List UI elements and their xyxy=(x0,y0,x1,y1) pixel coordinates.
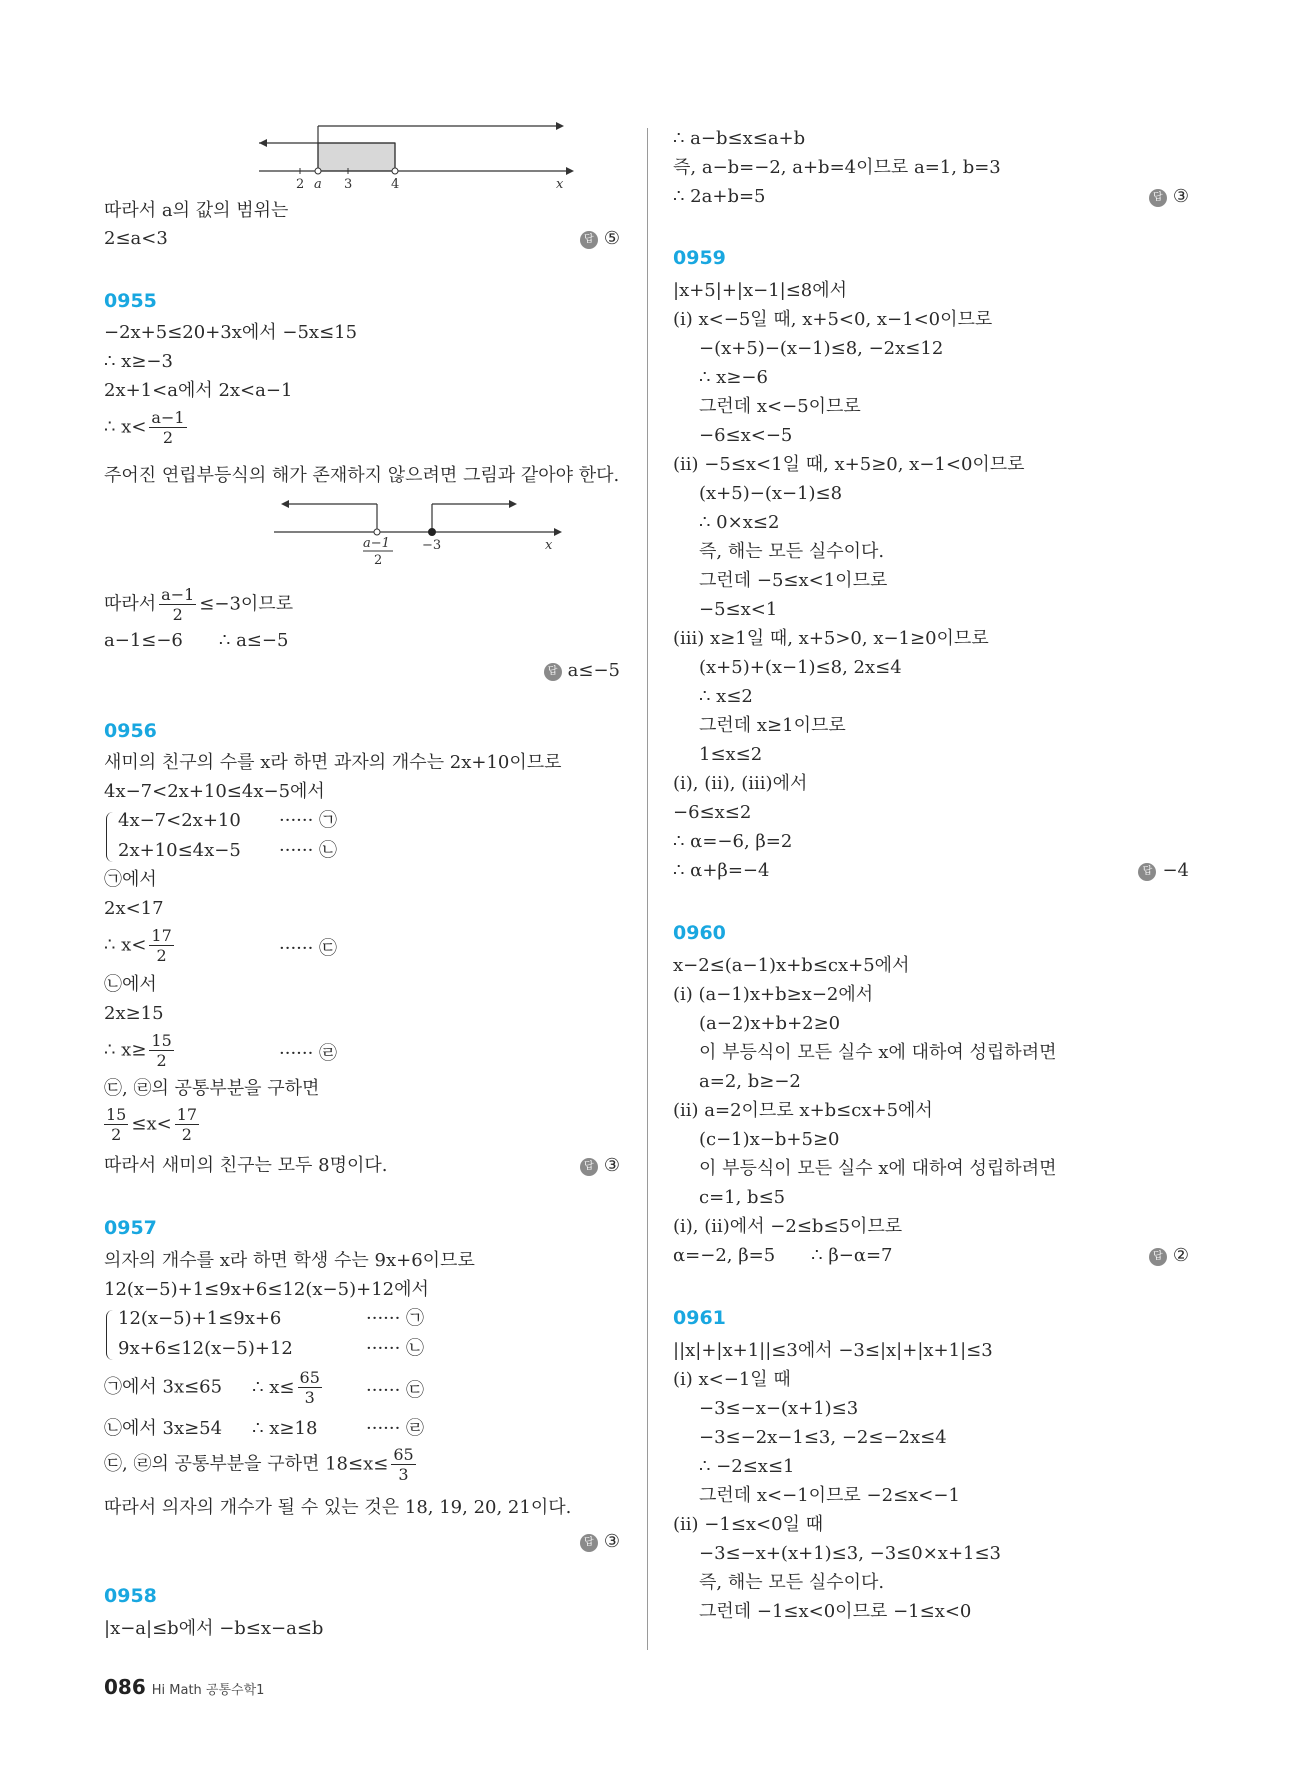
number-line-figure-2 xyxy=(269,497,569,569)
text-line: ㉢, ㉣의 공통부분을 구하면 xyxy=(104,1078,320,1099)
tick-label: 2 xyxy=(374,553,383,568)
text-line: 즉, 해는 모든 실수이다. xyxy=(699,1572,885,1593)
text-line: 새미의 친구의 수를 x라 하면 과자의 개수는 2x+10이므로 xyxy=(104,752,562,773)
tick-label: 4 xyxy=(391,177,400,190)
text-line: 주어진 연립부등식의 해가 존재하지 않으려면 그림과 같아야 한다. xyxy=(104,465,620,486)
answer-value: a≤−5 xyxy=(567,660,620,681)
text-span: ∴ β−α=7 xyxy=(811,1245,893,1266)
answer xyxy=(580,1155,620,1177)
text-span: ∴ x< xyxy=(104,416,147,438)
text-line: 즉, 해는 모든 실수이다. xyxy=(699,541,885,562)
marker: ······ ㉠ xyxy=(279,810,338,831)
system-line: 2x+10≤4x−5 xyxy=(118,840,241,861)
text-line: ∴ a−b≤x≤a+b xyxy=(673,128,806,149)
tick-label: a−1 xyxy=(363,536,390,551)
marker: ······ ㉡ xyxy=(366,1338,425,1359)
text-span: ∴ x≤ xyxy=(252,1376,295,1398)
text-line: 12(x−5)+1≤9x+6≤12(x−5)+12에서 xyxy=(104,1279,429,1300)
text-span: ∴ x≥ xyxy=(104,1039,147,1061)
text-line xyxy=(104,1368,325,1407)
text-line: 의자의 개수를 x라 하면 학생 수는 9x+6이므로 xyxy=(104,1250,475,1271)
text-line xyxy=(104,585,293,624)
text-line: (x+5)+(x−1)≤8, 2x≤4 xyxy=(699,657,902,678)
fraction-den: 3 xyxy=(398,1465,409,1484)
fraction xyxy=(159,585,196,624)
problem-number: 0956 xyxy=(104,720,157,742)
fraction-num: 17 xyxy=(151,926,172,945)
text-span: a−1≤−6 xyxy=(104,630,183,651)
text-line: ∴ 0×x≤2 xyxy=(699,512,780,533)
text-line: ∴ x≥−6 xyxy=(699,367,768,388)
answer-badge: 답 xyxy=(580,1158,598,1176)
fraction-den: 2 xyxy=(111,1125,122,1144)
text-line: ㉠에서 xyxy=(104,869,157,890)
marker: ······ ㉣ xyxy=(279,1043,338,1064)
answer-value: ⑤ xyxy=(603,228,620,249)
text-line: 이 부등식이 모든 실수 x에 대하여 성립하려면 xyxy=(699,1158,1057,1179)
fraction xyxy=(104,1105,128,1144)
answer xyxy=(1149,1245,1189,1267)
text-line: ∴ x≥−3 xyxy=(104,351,173,372)
text-line: 따라서 a의 값의 범위는 xyxy=(104,200,289,221)
text-span: ㉠에서 3x≤65 xyxy=(104,1376,223,1398)
text-line: (a−2)x+b+2≥0 xyxy=(699,1013,841,1034)
tick-label: x xyxy=(556,177,564,190)
column-divider xyxy=(647,128,648,1650)
problem-number: 0961 xyxy=(673,1307,726,1329)
text-line: ㉡에서 xyxy=(104,974,157,995)
text-line: (ⅰ), (ⅱ), (ⅲ)에서 xyxy=(673,773,808,794)
fraction-den: 2 xyxy=(181,1125,192,1144)
marker: ······ ㉡ xyxy=(279,840,338,861)
text-line xyxy=(673,1245,893,1267)
fraction-num: a−1 xyxy=(161,585,195,604)
answer-value: ② xyxy=(1172,1245,1189,1266)
text-span: ∴ a≤−5 xyxy=(218,630,289,651)
problem-number: 0957 xyxy=(104,1217,157,1239)
text-line: ∴ −2≤x≤1 xyxy=(699,1456,795,1477)
text-line: 따라서 새미의 친구는 모두 8명이다. xyxy=(104,1155,388,1176)
fraction-num: 15 xyxy=(106,1105,127,1124)
text-line: 2x<17 xyxy=(104,898,164,919)
text-span: α=−2, β=5 xyxy=(673,1245,776,1266)
fraction xyxy=(149,926,173,965)
problem-number: 0960 xyxy=(673,922,726,944)
answer-badge: 답 xyxy=(1138,863,1156,881)
tick-label: x xyxy=(545,538,553,553)
text-line: −3≤−x−(x+1)≤3 xyxy=(699,1398,859,1419)
problem-number: 0955 xyxy=(104,290,157,312)
text-span: ∴ x< xyxy=(104,934,147,956)
text-line: (ⅱ) a=2이므로 x+b≤cx+5에서 xyxy=(673,1100,933,1121)
text-line: 그런데 x<−1이므로 −2≤x<−1 xyxy=(699,1485,960,1506)
text-line: ||x|+|x+1||≤3에서 −3≤|x|+|x+1|≤3 xyxy=(673,1340,993,1361)
system-brace xyxy=(106,1310,113,1360)
problem-number: 0958 xyxy=(104,1585,157,1607)
text-line: −6≤x≤2 xyxy=(673,802,752,823)
fraction-den: 3 xyxy=(304,1388,315,1407)
text-line: −2x+5≤20+3x에서 −5x≤15 xyxy=(104,322,358,343)
text-line: ∴ 2a+b=5 xyxy=(673,186,766,207)
answer-value: ③ xyxy=(1172,186,1189,207)
text-line: 2x+1<a에서 2x<a−1 xyxy=(104,380,293,401)
text-line: (ⅰ), (ⅱ)에서 −2≤b≤5이므로 xyxy=(673,1216,903,1237)
system-line: 4x−7<2x+10 xyxy=(118,810,241,831)
text-line: −3≤−2x−1≤3, −2≤−2x≤4 xyxy=(699,1427,947,1448)
tick-label: a xyxy=(314,177,322,190)
text-line: −6≤x<−5 xyxy=(699,425,793,446)
text-line xyxy=(104,408,190,447)
fraction-num: 65 xyxy=(393,1445,414,1464)
page-number: 086 xyxy=(104,1675,146,1699)
fraction xyxy=(149,1031,173,1070)
system-line: 9x+6≤12(x−5)+12 xyxy=(118,1338,293,1359)
fraction-num: 17 xyxy=(176,1105,198,1124)
text-line: (ⅲ) x≥1일 때, x+5>0, x−1≥0이므로 xyxy=(673,628,989,649)
text-line: 그런데 x<−5이므로 xyxy=(699,396,861,417)
answer-badge: 답 xyxy=(1149,1248,1167,1266)
text-line xyxy=(104,630,288,652)
answer-value: ③ xyxy=(603,1155,620,1176)
fraction xyxy=(298,1368,322,1407)
text-span: ∴ x≥18 xyxy=(252,1418,318,1439)
answer xyxy=(1138,860,1189,882)
text-line: (c−1)x−b+5≥0 xyxy=(699,1129,840,1150)
fraction-den: 2 xyxy=(156,946,167,965)
text-line: 그런데 −1≤x<0이므로 −1≤x<0 xyxy=(699,1601,972,1622)
text-line: 4x−7<2x+10≤4x−5에서 xyxy=(104,781,325,802)
text-line: (ⅱ) −1≤x<0일 때 xyxy=(673,1514,824,1535)
text-line xyxy=(104,1418,317,1440)
text-line: (ⅰ) x<−1일 때 xyxy=(673,1369,791,1390)
text-line: 그런데 x≥1이므로 xyxy=(699,715,846,736)
answer-value: −4 xyxy=(1162,860,1189,881)
text-line xyxy=(104,926,177,965)
text-line: a=2, b≥−2 xyxy=(699,1071,801,1092)
text-line: −5≤x<1 xyxy=(699,599,778,620)
answer-badge: 답 xyxy=(580,231,598,249)
book-title: Hi Math 공통수학1 xyxy=(151,1683,265,1698)
text-line: −3≤−x+(x+1)≤3, −3≤0×x+1≤3 xyxy=(699,1543,1002,1564)
text-line xyxy=(104,1031,177,1070)
fraction-num: 15 xyxy=(151,1031,172,1050)
problem-number: 0959 xyxy=(673,247,726,269)
fraction xyxy=(391,1445,415,1484)
fraction-num: a−1 xyxy=(151,408,185,427)
marker: ······ ㉢ xyxy=(366,1380,425,1401)
system-line: 12(x−5)+1≤9x+6 xyxy=(118,1308,282,1329)
tick-label: 3 xyxy=(344,177,353,190)
tick-label: 2 xyxy=(296,177,305,190)
marker: ······ ㉢ xyxy=(279,938,338,959)
text-span: ≤−3이므로 xyxy=(199,593,294,615)
answer xyxy=(1149,186,1189,208)
text-span: ㉡에서 3x≥54 xyxy=(104,1418,223,1439)
text-line: 그런데 −5≤x<1이므로 xyxy=(699,570,888,591)
text-line: 따라서 의자의 개수가 될 수 있는 것은 18, 19, 20, 21이다. xyxy=(104,1497,572,1518)
answer-value: ③ xyxy=(603,1531,620,1552)
marker: ······ ㉠ xyxy=(366,1308,425,1329)
text-line: 1≤x≤2 xyxy=(699,744,763,765)
text-line: (x+5)−(x−1)≤8 xyxy=(699,483,843,504)
answer xyxy=(580,228,620,250)
text-line: 2x≥15 xyxy=(104,1003,164,1024)
fraction-num: 65 xyxy=(299,1368,320,1387)
text-line: 2≤a<3 xyxy=(104,228,168,249)
text-line: ∴ α+β=−4 xyxy=(673,860,770,881)
marker: ······ ㉣ xyxy=(366,1418,425,1439)
text-line: |x+5|+|x−1|≤8에서 xyxy=(673,280,848,301)
system-brace xyxy=(106,812,113,862)
text-line: c=1, b≤5 xyxy=(699,1187,786,1208)
text-line: (ⅰ) x<−5일 때, x+5<0, x−1<0이므로 xyxy=(673,309,993,330)
text-line: ∴ x≤2 xyxy=(699,686,753,707)
text-line: 즉, a−b=−2, a+b=4이므로 a=1, b=3 xyxy=(673,157,1001,178)
answer xyxy=(580,1531,620,1553)
text-line xyxy=(104,1445,419,1484)
text-line: 이 부등식이 모든 실수 x에 대하여 성립하려면 xyxy=(699,1042,1057,1063)
number-line-figure-1 xyxy=(254,118,574,190)
text-line: (ⅱ) −5≤x<1일 때, x+5≥0, x−1<0이므로 xyxy=(673,454,1025,475)
shaded-region xyxy=(318,143,395,171)
text-span: 따라서 xyxy=(104,593,157,615)
text-line: |x−a|≤b에서 −b≤x−a≤b xyxy=(104,1618,324,1639)
text-line: (ⅰ) (a−1)x+b≥x−2에서 xyxy=(673,984,874,1005)
answer xyxy=(544,660,620,682)
text-line: ∴ α=−6, β=2 xyxy=(673,831,793,852)
text-line: −(x+5)−(x−1)≤8, −2x≤12 xyxy=(699,338,944,359)
fraction-den: 2 xyxy=(156,1051,167,1070)
text-line xyxy=(104,1105,202,1144)
page-footer xyxy=(104,1675,264,1699)
text-span: ㉢, ㉣의 공통부분을 구하면 18≤x≤ xyxy=(104,1453,389,1475)
fraction xyxy=(175,1105,199,1144)
fraction xyxy=(149,408,186,447)
fraction-den: 2 xyxy=(172,605,183,624)
answer-badge: 답 xyxy=(1149,189,1167,207)
answer-badge: 답 xyxy=(580,1534,598,1552)
text-line: x−2≤(a−1)x+b≤cx+5에서 xyxy=(673,955,910,976)
text-span: ≤x< xyxy=(131,1113,172,1135)
tick-label: −3 xyxy=(422,538,442,553)
fraction-den: 2 xyxy=(162,428,174,447)
answer-badge: 답 xyxy=(544,663,562,681)
